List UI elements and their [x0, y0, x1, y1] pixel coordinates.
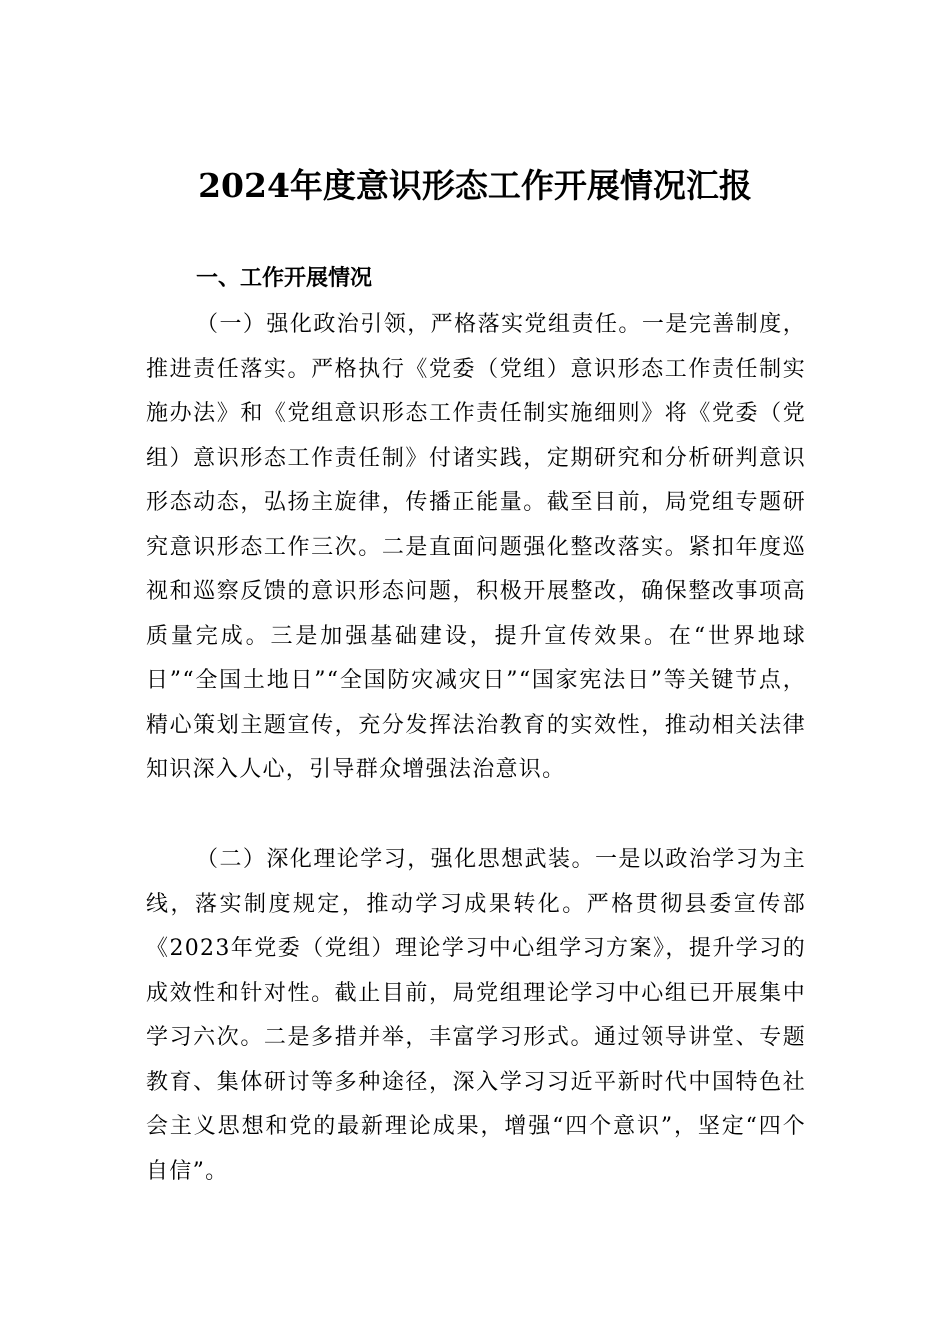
paragraph-1: [146, 303, 806, 793]
paragraph-2-text: 一是以政治学习为主线，落实制度规定，推动学习成果转化。严格贯彻县委宣传部《2023年党委（党组）理论学习中心组学习方案》，提升学习的成效性和针对性。截止目前，局党组理论学习中心组已开展集中学习六次。二是多措并举，丰富学习形式。通过领导讲堂、专题教育、集体研讨等多种途径，深入学习习近平新时代中国特色社会主义思想和党的最新理论成果，增强“四个意识”，坚定“四个自信”。: [146, 847, 806, 1184]
paragraph-1-text: 一是完善制度，推进责任落实。严格执行《党委（党组）意识形态工作责任制实施办法》和《党组意识形态工作责任制实施细则》将《党委（党组）意识形态工作责任制》付诸实践，定期研究和分析研判意识形态动态，弘扬主旋律，传播正能量。截至目前，局党组专题研究意识形态工作三次。二是直面问题强化整改落实。紧扣年度巡视和巡察反馈的意识形态问题，积极开展整改，确保整改事项高质量完成。三是加强基础建设，提升宣传效果。在“世界地球日”“全国土地日”“全国防灾减灾日”“国家宪法日”等关键节点，精心策划主题宣传，充分发挥法治教育的实效性，推动相关法律知识深入人心，引导群众增强法治意识。: [146, 312, 806, 782]
document-title: 2024年度意识形态工作开展情况汇报: [198, 166, 752, 205]
paragraph-2-lead: （二）深化理论学习，强化思想武装。: [196, 847, 595, 872]
section-heading: 一、工作开展情况: [196, 266, 373, 291]
paragraph-2: [146, 838, 806, 1194]
paragraph-1-lead: （一）强化政治引领，严格落实党组责任。: [196, 312, 642, 337]
